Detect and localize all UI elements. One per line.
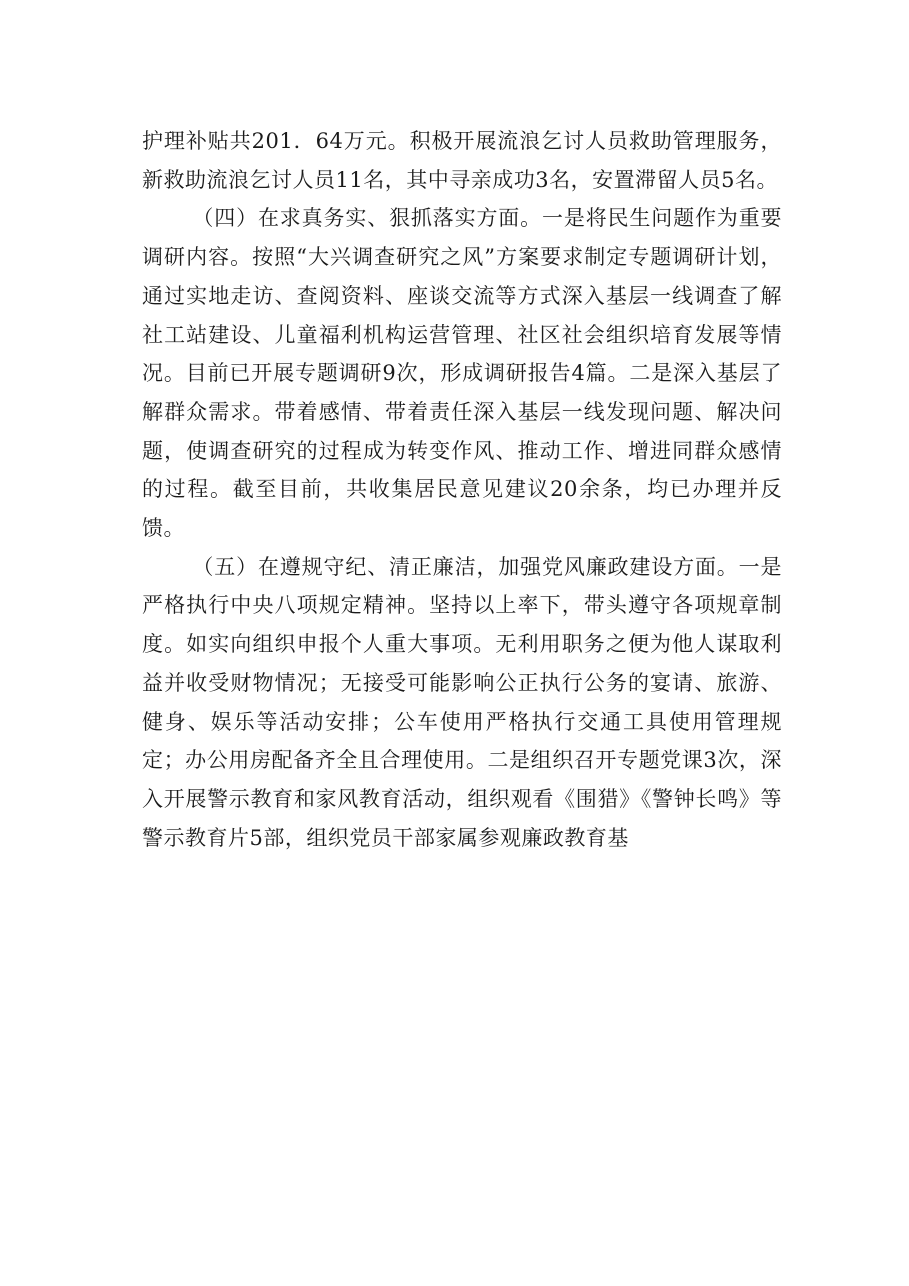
paragraph-relief-services: 护理补贴共201．64万元。积极开展流浪乞讨人员救助管理服务，新救助流浪乞讨人员11名，其中寻亲成功3名，安置滞留人员5名。 xyxy=(142,129,782,192)
paragraph-section-four: （四）在求真务实、狠抓落实方面。一是将民生问题作为重要调研内容。按照“大兴调查研究之风”方案要求制定专题调研计划，通过实地走访、查阅资料、座谈交流等方式深入基层一线调查了解社工站建设、儿童福利机构运营管理、社区社会组织培育发展等情况。目前已开展专题调研9次，形成调研报告4篇。二是深入基层了解群众需求。带着感情、带着责任深入基层一线发现问题、解决问题，使调查研究的过程成为转变作风、推动工作、增进同群众感情的过程。截至目前，共收集居民意见建议20余条，均已办理并反馈。 xyxy=(142,206,782,541)
paragraph-section-five: （五）在遵规守纪、清正廉洁，加强党风廉政建设方面。一是严格执行中央八项规定精神。坚持以上率下，带头遵守各项规章制度。如实向组织申报个人重大事项。无利用职务之便为他人谋取利益并收受财物情况；无接受可能影响公正执行公务的宴请、旅游、健身、娱乐等活动安排；公车使用严格执行交通工具使用管理规定；办公用房配备齐全且合理使用。二是组织召开专题党课3次，深入开展警示教育和家风教育活动，组织观看《围猎》《警钟长鸣》等警示教育片5部，组织党员干部家属参观廉政教育基 xyxy=(142,554,782,850)
document-body xyxy=(142,122,782,857)
